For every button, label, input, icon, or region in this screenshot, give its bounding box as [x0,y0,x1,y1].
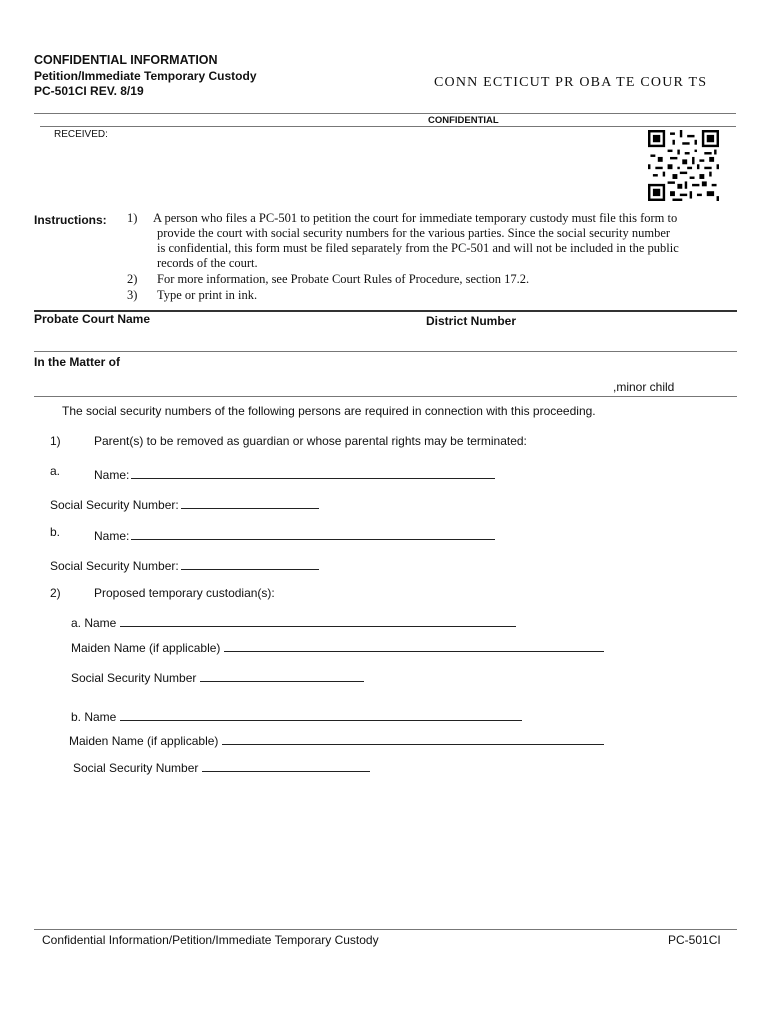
divider [34,351,737,352]
custodian-a-name-input[interactable] [120,612,516,627]
custodian-b-maiden-input[interactable] [222,730,604,745]
custodian-a-ssn-input[interactable] [200,667,364,682]
instruction-line: Type or print in ink. [157,288,258,302]
minor-child-label: ,minor child [613,380,675,394]
name-label: a. Name [71,616,117,630]
probate-court-name-label: Probate Court Name [34,312,151,326]
ssn-label: Social Security Number [71,671,197,685]
form-subtitle: Petition/Immediate Temporary Custody [34,69,257,83]
instruction-number: 1) [127,211,138,225]
name-label: Name: [94,529,130,543]
parent-a-name-field[interactable] [94,464,495,482]
instruction-number: 2) [127,272,138,286]
parent-a-ssn-input[interactable] [181,494,319,509]
name-label: b. Name [71,710,117,724]
section-heading: Proposed temporary custodian(s): [94,586,275,600]
divider [40,126,736,127]
divider [34,396,737,397]
footer-title: Confidential Information/Petition/Immediate Temporary Custody [42,933,379,947]
custodian-a-maiden-input[interactable] [224,637,604,652]
section-number: 2) [50,586,61,600]
section-heading: Parent(s) to be removed as guardian or whose parental rights may be terminated: [94,434,527,448]
ssn-label: Social Security Number [73,761,199,775]
custodian-a-ssn-field[interactable] [71,667,364,685]
confidential-label: CONFIDENTIAL [428,115,499,126]
ssn-label: Social Security Number: [50,498,179,512]
court-name: CONN ECTICUT PR OBA TE COUR TS [434,75,708,90]
footer-form-number: PC-501CI [668,933,721,947]
instruction-number: 3) [127,288,138,302]
instructions-label: Instructions: [34,213,107,227]
name-label: Name: [94,468,130,482]
instruction-line: For more information, see Probate Court Rules of Procedure, section 17.2. [157,272,530,286]
parent-b-ssn-field[interactable] [50,555,319,573]
custodian-b-name-field[interactable] [71,706,522,724]
instruction-line: records of the court. [157,256,258,270]
custodian-a-name-field[interactable] [71,612,516,630]
instruction-line: is confidential, this form must be filed separately from the PC-501 and will not be included in the public [157,241,679,255]
instruction-line: provide the court with social security numbers for the various parties. Since the social security number [157,226,671,240]
parent-a-ssn-field[interactable] [50,494,319,512]
ssn-intro-text: The social security numbers of the following persons are required in connection with this proceeding. [62,404,596,418]
parent-b-name-field[interactable] [94,525,495,543]
item-letter: b. [50,525,61,539]
custodian-b-ssn-field[interactable] [73,757,370,775]
custodian-b-maiden-field[interactable] [69,730,604,748]
item-letter: a. [50,464,61,478]
instruction-line: A person who files a PC-501 to petition the court for immediate temporary custody must file this form to [153,211,678,225]
maiden-name-label: Maiden Name (if applicable) [71,641,221,655]
ssn-label: Social Security Number: [50,559,179,573]
footer-divider [34,929,737,930]
form-number: PC-501CI REV. 8/19 [34,84,144,98]
district-number-label[interactable]: District Number [426,314,517,328]
parent-b-name-input[interactable] [131,525,495,540]
parent-b-ssn-input[interactable] [181,555,319,570]
section-number: 1) [50,434,61,448]
form-title: CONFIDENTIAL INFORMATION [34,53,218,67]
qr-code-icon [648,130,719,201]
divider [34,113,736,114]
parent-a-name-input[interactable] [131,464,495,479]
in-the-matter-of-label: In the Matter of [34,355,120,369]
custodian-a-maiden-field[interactable] [71,637,604,655]
maiden-name-label: Maiden Name (if applicable) [69,734,219,748]
custodian-b-name-input[interactable] [120,706,522,721]
received-label: RECEIVED: [54,129,108,140]
custodian-b-ssn-input[interactable] [202,757,370,772]
